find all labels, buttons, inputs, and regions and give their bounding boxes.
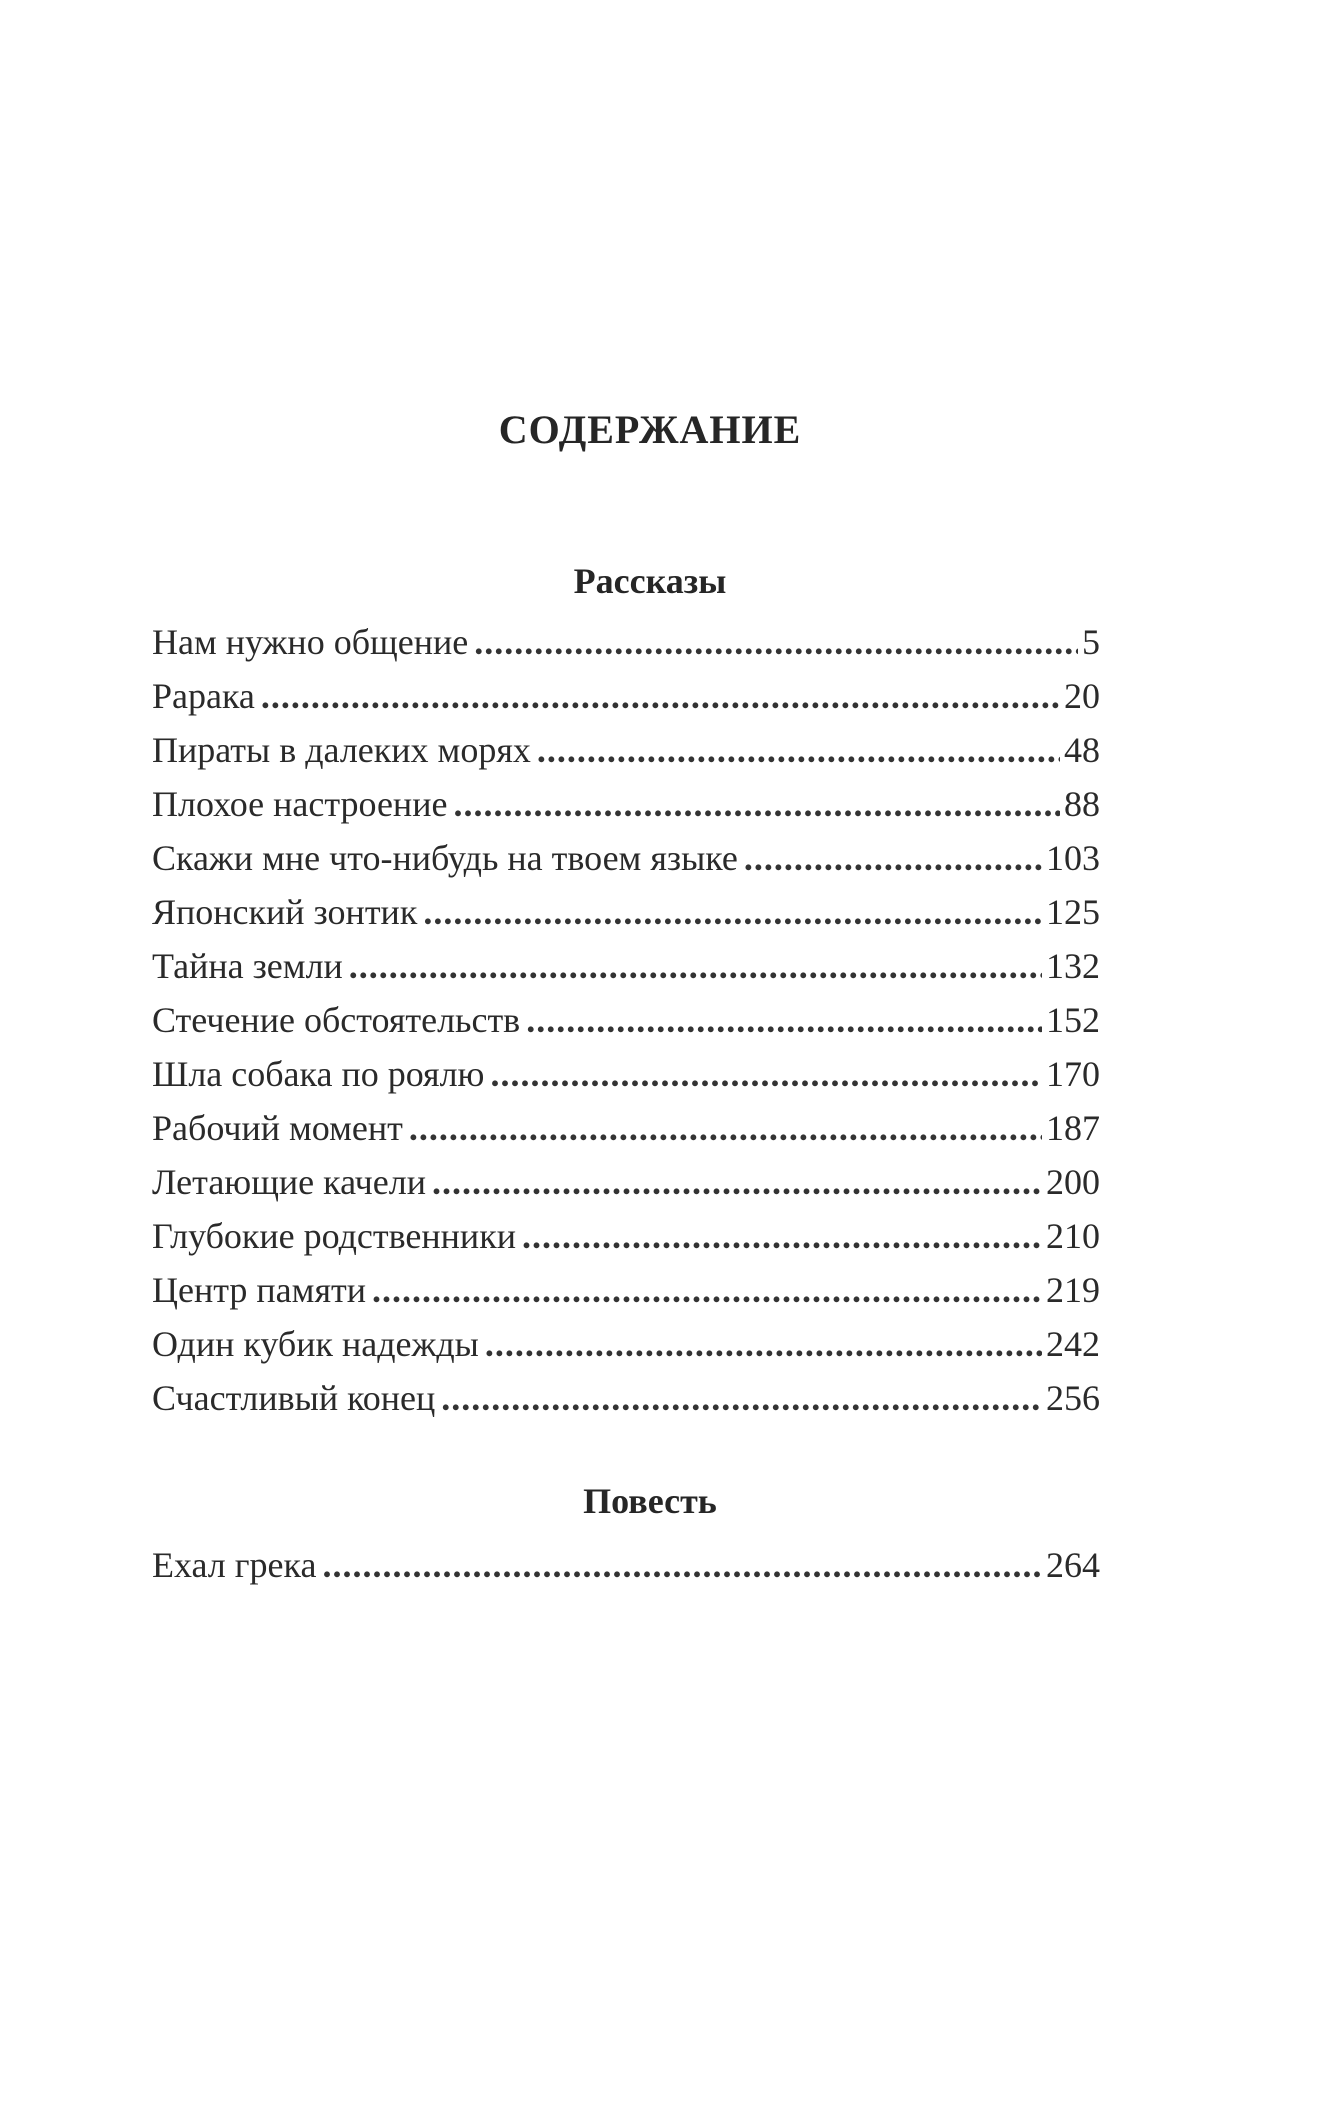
toc-entry-page: 48 (1064, 730, 1100, 770)
toc-entry-page: 103 (1046, 838, 1100, 878)
toc-entry-title: Центр памяти (152, 1270, 366, 1310)
dot-leader (522, 1209, 1042, 1263)
toc-entry-title: Ехал грека (152, 1545, 317, 1585)
dot-leader (322, 1538, 1042, 1592)
toc-entry-title: Рабочий момент (152, 1108, 403, 1148)
dot-leader (474, 615, 1078, 669)
dot-leader (261, 669, 1060, 723)
dot-leader (490, 1047, 1042, 1101)
toc-entry-title: Шла собака по роялю (152, 1054, 485, 1094)
toc-entry (152, 615, 1100, 669)
toc-entry-title: Плохое настроение (152, 784, 448, 824)
toc-entry-page: 88 (1064, 784, 1100, 824)
toc-entry-page: 125 (1046, 892, 1100, 932)
dot-leader (349, 939, 1042, 993)
toc-entry (152, 1155, 1100, 1209)
dot-leader (485, 1317, 1042, 1371)
toc-entry-title: Рарака (152, 676, 255, 716)
dot-leader (537, 723, 1060, 777)
toc-entry (152, 993, 1100, 1047)
toc-entry-title: Японский зонтик (152, 892, 418, 932)
dot-leader (441, 1371, 1042, 1425)
toc-entry-title: Один кубик надежды (152, 1324, 479, 1364)
toc-entry-page: 242 (1046, 1324, 1100, 1364)
dot-leader (453, 777, 1060, 831)
toc-entry-page: 200 (1046, 1162, 1100, 1202)
section-heading-stories: Рассказы (573, 561, 727, 601)
toc-entry-title: Скажи мне что-нибудь на твоем языке (152, 838, 738, 878)
toc-entry (152, 939, 1100, 993)
toc-entry (152, 1101, 1100, 1155)
toc-entry-page: 219 (1046, 1270, 1100, 1310)
toc-entry-title: Нам нужно общение (152, 622, 469, 662)
dot-leader (432, 1155, 1042, 1209)
toc-entry-page: 187 (1046, 1108, 1100, 1148)
toc-entry-page: 264 (1046, 1545, 1100, 1585)
toc-entry-page: 170 (1046, 1054, 1100, 1094)
dot-leader (526, 993, 1042, 1047)
toc-entry (152, 1209, 1100, 1263)
toc-entry (152, 831, 1100, 885)
toc-entry (152, 777, 1100, 831)
toc-entry (152, 885, 1100, 939)
toc-entry-page: 132 (1046, 946, 1100, 986)
page-title: СОДЕРЖАНИЕ (498, 407, 802, 452)
toc-entry (152, 1047, 1100, 1101)
toc-entry-page: 152 (1046, 1000, 1100, 1040)
toc-entry-page: 5 (1082, 622, 1100, 662)
toc-list-novella (152, 1538, 1100, 1592)
toc-entry-title: Летающие качели (152, 1162, 426, 1202)
dot-leader (372, 1263, 1042, 1317)
toc-entry-title: Пираты в далеких морях (152, 730, 531, 770)
dot-leader (744, 831, 1042, 885)
toc-entry (152, 723, 1100, 777)
toc-entry (152, 669, 1100, 723)
toc-entry-title: Счастливый конец (152, 1378, 436, 1418)
toc-list-stories (152, 615, 1100, 1425)
toc-entry-page: 20 (1064, 676, 1100, 716)
dot-leader (409, 1101, 1042, 1155)
toc-entry-page: 210 (1046, 1216, 1100, 1256)
toc-entry (152, 1317, 1100, 1371)
toc-entry (152, 1371, 1100, 1425)
section-heading-novella: Повесть (583, 1481, 717, 1521)
toc-entry-title: Стечение обстоятельств (152, 1000, 521, 1040)
toc-entry (152, 1538, 1100, 1592)
toc-entry (152, 1263, 1100, 1317)
toc-entry-page: 256 (1046, 1378, 1100, 1418)
dot-leader (423, 885, 1042, 939)
toc-entry-title: Глубокие родственники (152, 1216, 516, 1256)
toc-entry-title: Тайна земли (152, 946, 343, 986)
